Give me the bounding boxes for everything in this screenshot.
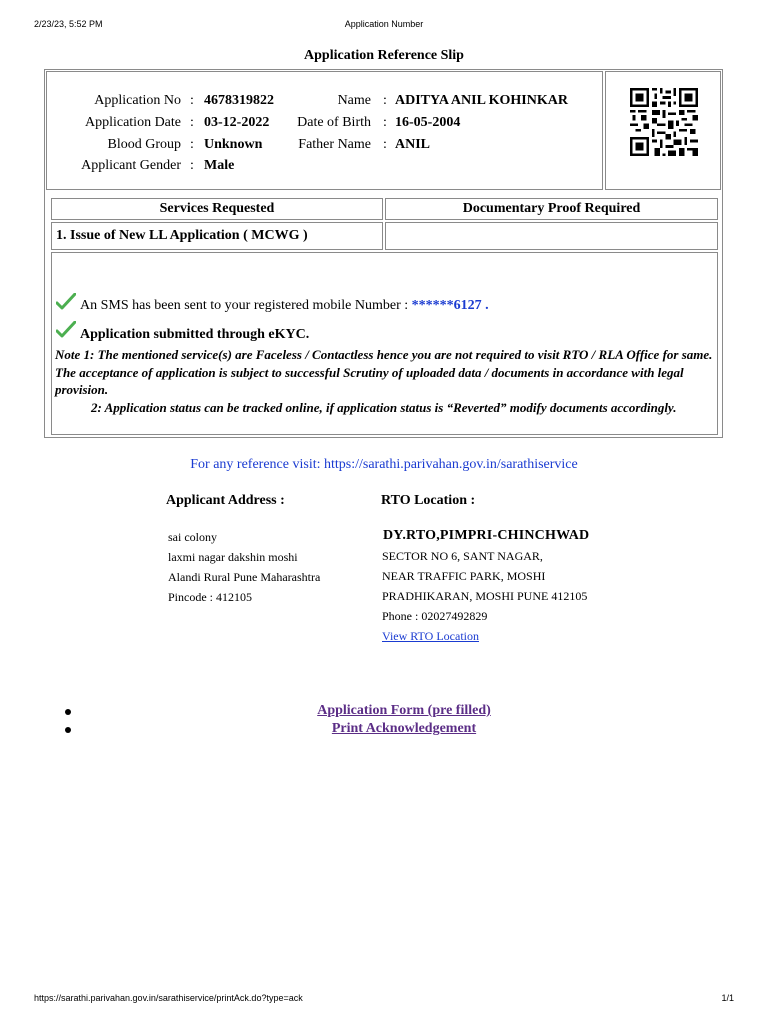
- view-rto-location-link[interactable]: View RTO Location: [382, 629, 479, 643]
- notice-box: [51, 252, 718, 435]
- application-no-label: Application No: [94, 93, 181, 108]
- father-name-label: Father Name: [298, 137, 371, 152]
- reference-url-line: For any reference visit: https://sarathi.parivahan.gov.in/sarathiservice: [190, 457, 578, 472]
- rto-address-line: PRADHIKARAN, MOSHI PUNE 412105: [382, 589, 588, 603]
- print-acknowledgement-link[interactable]: Print Acknowledgement: [331, 721, 477, 736]
- applicant-info-box: [46, 71, 603, 190]
- slip-container: [44, 69, 723, 438]
- address-pincode: Pincode : 412105: [168, 590, 252, 604]
- gender-label: Applicant Gender: [81, 158, 181, 173]
- address-line: laxmi nagar dakshin moshi: [168, 550, 298, 564]
- print-datetime: 2/23/23, 5:52 PM: [34, 19, 103, 29]
- rto-address-line: SECTOR NO 6, SANT NAGAR,: [382, 549, 543, 563]
- rto-address: [382, 546, 587, 646]
- rto-phone: Phone : 02027492829: [382, 609, 488, 623]
- check-mark-icon: [56, 321, 76, 339]
- qr-code-box: [605, 71, 721, 190]
- colon: :: [383, 115, 387, 130]
- service-row-item: 1. Issue of New LL Application ( MCWG ): [51, 222, 383, 250]
- masked-mobile-number: ******6127: [411, 298, 482, 313]
- colon: :: [383, 137, 387, 152]
- print-footer: [0, 993, 768, 1005]
- service-row-proof: [385, 222, 718, 250]
- notes: [55, 346, 715, 416]
- address-line: sai colony: [168, 530, 217, 544]
- check-mark-icon: [56, 293, 76, 311]
- qr-code-icon: [630, 88, 698, 156]
- blood-group-value: Unknown: [204, 137, 263, 152]
- list-item: [0, 703, 768, 721]
- sms-sent-message: [80, 298, 489, 314]
- rto-name: DY.RTO,PIMPRI-CHINCHWAD: [383, 528, 590, 543]
- colon: :: [190, 158, 194, 173]
- print-page-number: 1/1: [721, 993, 734, 1003]
- applicant-address-header: Applicant Address :: [166, 493, 285, 508]
- sms-suffix: .: [485, 298, 489, 313]
- note-2: 2: Application status can be tracked online, if application status is “Reverted” modify documents accordingly.: [91, 399, 677, 415]
- dob-value: 16-05-2004: [395, 115, 461, 130]
- rto-location-header: RTO Location :: [381, 493, 476, 508]
- sms-sent-text: An SMS has been sent to your registered mobile Number :: [80, 298, 409, 313]
- rto-address-line: NEAR TRAFFIC PARK, MOSHI: [382, 569, 546, 583]
- applicant-address: [168, 527, 320, 607]
- application-date-value: 03-12-2022: [204, 115, 270, 130]
- application-date-label: Application Date: [84, 115, 181, 130]
- print-page-title: Application Number: [344, 19, 424, 29]
- services-requested-header: Services Requested: [51, 198, 383, 220]
- name-value: ADITYA ANIL KOHINKAR: [395, 93, 568, 108]
- print-header: [0, 19, 768, 31]
- action-links: [0, 703, 768, 739]
- father-name-value: ANIL: [395, 137, 431, 152]
- gender-value: Male: [204, 158, 235, 173]
- print-url: https://sarathi.parivahan.gov.in/sarathiservice/printAck.do?type=ack: [34, 993, 303, 1003]
- address-line: Alandi Rural Pune Maharashtra: [168, 570, 321, 584]
- blood-group-label: Blood Group: [107, 137, 181, 152]
- slip-title: Application Reference Slip: [304, 48, 464, 63]
- colon: :: [190, 93, 194, 108]
- dob-label: Date of Birth: [297, 115, 371, 130]
- colon: :: [190, 115, 194, 130]
- application-form-link[interactable]: Application Form (pre filled): [317, 703, 491, 718]
- documentary-proof-header: Documentary Proof Required: [385, 198, 718, 220]
- note-1: Note 1: The mentioned service(s) are Faceless / Contactless hence you are not required to visit RTO / RLA Office for same. The acceptance of application is subject to successful Scrutiny of uploaded data / documents in accordance with legal provision.: [55, 347, 713, 397]
- name-label: Name: [337, 93, 371, 108]
- colon: :: [190, 137, 194, 152]
- application-no-value: 4678319822: [204, 93, 274, 108]
- ekyc-message: Application submitted through eKYC.: [80, 327, 310, 342]
- list-item: [0, 721, 768, 739]
- colon: :: [383, 93, 387, 108]
